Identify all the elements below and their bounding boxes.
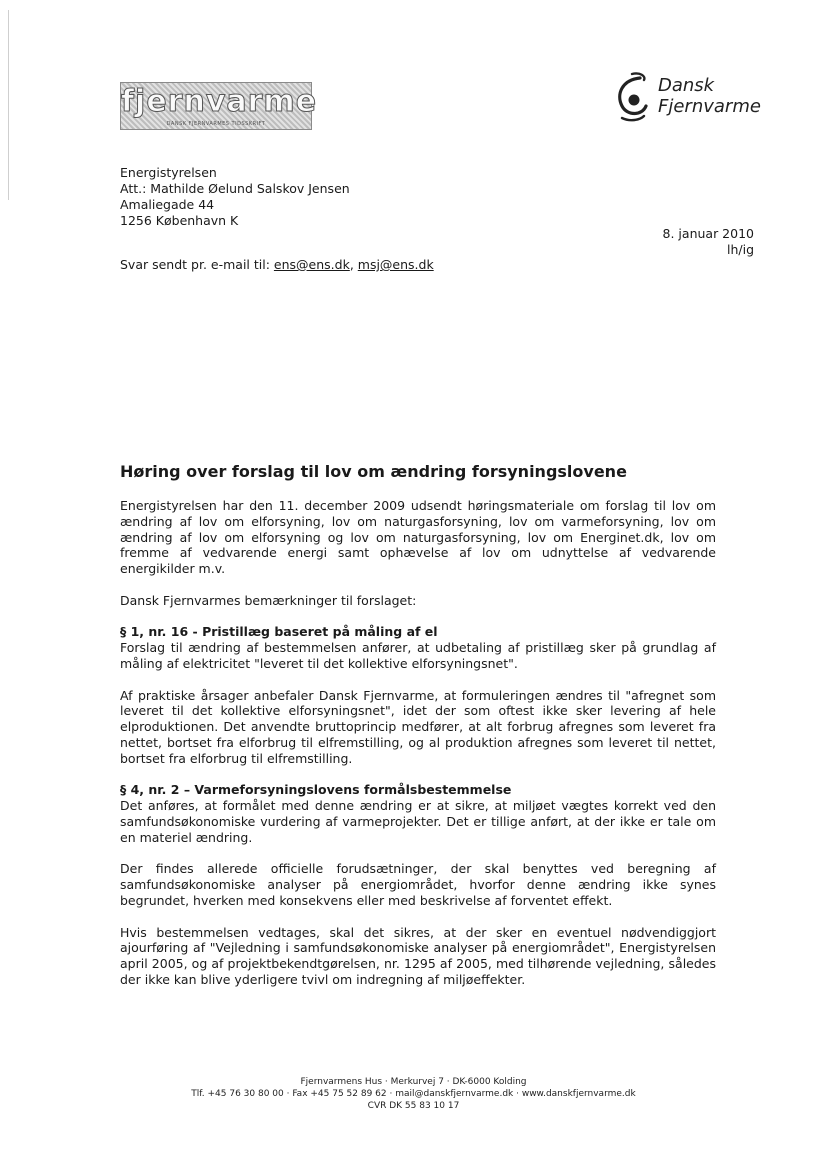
letter-initials: lh/ig — [726, 242, 754, 257]
reply-separator: , — [349, 257, 358, 272]
brand-line-2: Fjernvarme — [658, 96, 761, 117]
reply-email-1[interactable]: ens@ens.dk — [273, 257, 350, 272]
brand-line-1: Dansk — [658, 75, 715, 96]
brand-swirl-icon — [610, 72, 654, 122]
section-1-paragraph-2: Af praktiske årsager anbefaler Dansk Fjernvarme, at formuleringen ændres til "afregnet som leveret til det kollektive elforsyningsnet", idet der som oftest ikke sker levering af hele elproduktionen. Det anvendte bruttoprincip medfører, at alt forbrug afregnes som leveret fra nettet, bortset fra elforbrug til elfremstilling, og al produktion afregnes som leveret til nettet, bortset fra elforbrug til elfremstilling. — [120, 687, 716, 766]
reply-label: Svar sendt pr. e-mail til: — [120, 257, 274, 272]
intro-paragraph: Energistyrelsen har den 11. december 2009 udsendt høringsmateriale om forslag til lov om ændring af lov om elforsyning, lov om naturgasforsyning, lov om varmeforsyning, lov om ændring af lov om elforsyning og lov om naturgasforsyning, lov om Energinet.dk, lov om fremme af vedvarende energi samt ophævelse af lov om udnyttelse af vedvarende energikilder m.v. — [120, 498, 716, 577]
recipient-address — [120, 165, 350, 229]
recipient-attention: Att.: Mathilde Øelund Salskov Jensen — [120, 181, 350, 196]
letter-title: Høring over forslag til lov om ændring forsyningslovene — [120, 462, 627, 481]
section-2-paragraph-3: Hvis bestemmelsen vedtages, skal det sikres, at der sker en eventuel nødvendiggjort ajourføring af "Vejledning i samfundsøkonomiske analyser på energiområdet", Energistyrelsen april 2005, og af projektbekendtgørelsen, nr. 1295 af 2005, med tilhørende vejledning, således der ikke kan blive yderligere tvivl om indregning af miljøeffekter. — [120, 924, 716, 987]
section-2-heading: § 4, nr. 2 – Varmeforsyningslovens formålsbestemmelse — [120, 782, 512, 798]
logo-tagline: DANSK FJERNVARMES TIDSSKRIFT — [166, 121, 266, 127]
section-2-paragraph-1: Det anføres, at formålet med denne ændring er at sikre, at miljøet vægtes korrekt ved den samfundsøkonomiske vurdering af varmeprojekter. Det er tillige anført, at der ikke er tale om en materiel ændring. — [120, 798, 716, 845]
scan-edge-line — [8, 10, 9, 200]
recipient-name: Energistyrelsen — [120, 165, 217, 180]
footer-address: Fjernvarmens Hus · Merkurvej 7 · DK-6000 Kolding — [300, 1077, 527, 1087]
reply-line — [120, 257, 434, 272]
logo-text: fjernvarme — [121, 84, 318, 119]
remarks-intro: Dansk Fjernvarmes bemærkninger til forslaget: — [120, 592, 417, 608]
recipient-city: 1256 København K — [120, 213, 239, 228]
recipient-street: Amaliegade 44 — [120, 197, 215, 212]
section-1-heading: § 1, nr. 16 - Pristillæg baseret på måling af el — [120, 624, 438, 640]
section-1-paragraph-1: Forslag til ændring af bestemmelsen anfører, at udbetaling af pristillæg sker på grundlag af måling af elektricitet "leveret til det kollektive elforsyningsnet". — [120, 640, 716, 671]
footer-cvr: CVR DK 55 83 10 17 — [367, 1101, 460, 1111]
reply-email-2[interactable]: msj@ens.dk — [357, 257, 434, 272]
fjernvarme-logo — [120, 82, 318, 130]
letter-date: 8. januar 2010 — [662, 226, 754, 241]
letter-body — [120, 498, 716, 988]
dansk-fjernvarme-brand — [610, 72, 780, 124]
letter-footer — [0, 1076, 827, 1112]
footer-contact: Tlf. +45 76 30 80 00 · Fax +45 75 52 89 62 · mail@danskfjernvarme.dk · www.danskfjernvarme.dk — [191, 1089, 636, 1099]
section-2-paragraph-2: Der findes allerede officielle forudsætninger, der skal benyttes ved beregning af samfundsøkonomiske analyser på energiområdet, hvorfor denne ændring ikke synes begrundet, hverken med konsekvens eller med beskrivelse af forventet effekt. — [120, 861, 716, 908]
date-block — [663, 226, 754, 258]
